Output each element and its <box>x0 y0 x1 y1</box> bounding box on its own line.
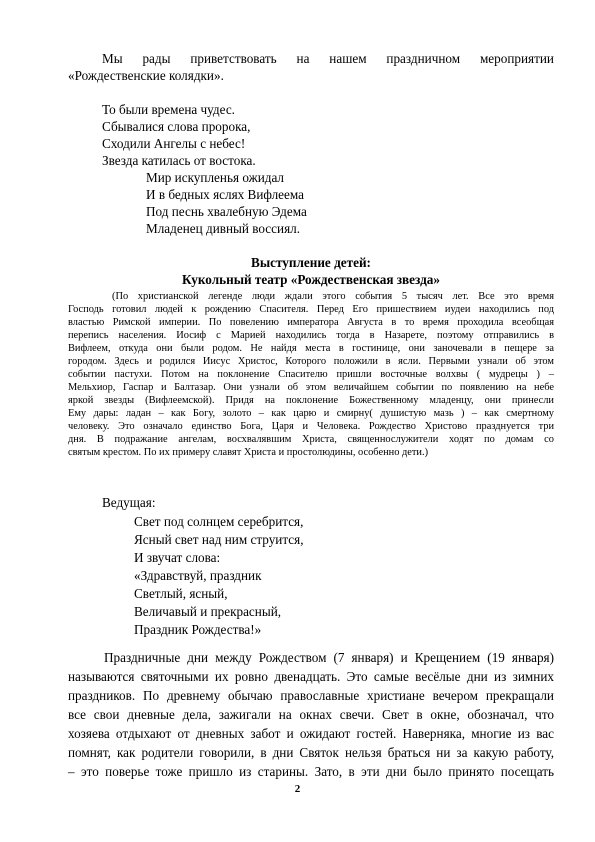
poem-line: И в бедных яслях Вифлеема <box>146 187 304 202</box>
poem-line: Младенец дивный воссиял. <box>146 221 301 236</box>
host-label: Ведущая: <box>102 495 156 510</box>
legend-line: перепись населения. Иосиф с Марией находились тогда в Назарете, поэтому отправились в <box>68 330 554 341</box>
host-poem-line: «Здравствуй, праздник <box>134 568 262 583</box>
legend-line: городом. Здесь и родился Иисус Христос, Которого положили в ясли. Первыми узнали об этом <box>68 356 554 367</box>
poem-line: Под песнь хвалебную Эдема <box>146 204 307 219</box>
legend-line: дня. В подражание ангелам, восхвалявшим Христа, священнослужители ходят по домам со <box>68 434 554 445</box>
poem-line: Сбывалися слова пророка, <box>102 119 251 134</box>
poem-line: Звезда катилась от востока. <box>102 153 256 168</box>
legend-line: Вифлеем, откуда они были родом. Не найдя места в гостинице, они заночевали в пещере за <box>68 343 554 354</box>
legend-line: святым крестом. По их примеру славят Христа и простолюдины, особенно дети.) <box>68 447 429 458</box>
poem-line: Мир искупленья ожидал <box>146 170 285 185</box>
closing-line: помнят, как родители говорили, в дни Святок нельзя браться ни за какую работу, <box>68 745 554 760</box>
legend-line: человеку. Это означало единство Бога, Царя и Человека. Рождество Христово празднуется три <box>68 421 554 432</box>
intro-line-2: «Рождественские колядки». <box>68 68 224 83</box>
legend-line: властью Римской империи. По повелению императора Августа в то время проходила всеобщая <box>68 317 554 328</box>
host-poem-line: Величавый и прекрасный, <box>134 604 282 619</box>
legend-line: (По христианской легенде люди ждали этого события 5 тысяч лет. Все это время <box>112 291 554 302</box>
section-subheading: Кукольный театр «Рождественская звезда» <box>182 272 440 287</box>
closing-line: праздников. По древнему обычаю православные христиане вечером прекращали <box>68 688 554 703</box>
host-poem-line: Праздник Рождества!» <box>134 622 262 637</box>
page-number: 2 <box>294 783 301 795</box>
legend-line: Ему дары: ладан – как Богу, золото – как царю и смирну( душистую мазь ) – как смертному <box>68 408 554 419</box>
poem-line: Сходили Ангелы с небес! <box>102 136 246 151</box>
closing-line: называются святочными их ровно двенадцать. Это самые весёлые дни из зимних <box>68 669 554 684</box>
closing-line: все свои дневные дела, зажигали на окнах свечи. Свет в окне, обозначал, что <box>68 707 554 722</box>
host-poem-line: Светлый, ясный, <box>134 586 228 601</box>
host-poem-line: Ясный свет над ним струится, <box>134 532 304 547</box>
host-poem-line: Свет под солнцем серебрится, <box>134 514 304 529</box>
legend-line: событии пастухи. Потом на поклонение Спасителю пришли восточные волхвы ( мудрецы ) – <box>68 369 554 380</box>
poem-line: То были времена чудес. <box>102 102 235 117</box>
legend-line: Господь готовил людей к рождению Спасителя. Перед Его пришествием иудеи находились под <box>68 304 554 315</box>
closing-line: Праздничные дни между Рождеством (7 января) и Крещением (19 января) <box>104 650 554 665</box>
host-poem-line: И звучат слова: <box>134 550 221 565</box>
section-heading: Выступление детей: <box>251 255 371 270</box>
closing-line: – это поверье тоже пришло из старины. Зато, в эти дни было принято посещать <box>68 764 554 779</box>
closing-line: хозяева отдыхают от дневных забот и ожидают гостей. Наверняка, многие из вас <box>68 726 554 741</box>
legend-line: Мельхиор, Гаспар и Балтазар. Они узнали об этом величайшем событии по появлению на небе <box>68 382 554 393</box>
intro-line-1: Мы рады приветствовать на нашем праздничном мероприятии <box>102 51 554 66</box>
legend-line: яркой звезды (Вифлеемской). Придя на поклонение Божественному младенцу, они принесли <box>68 395 554 406</box>
